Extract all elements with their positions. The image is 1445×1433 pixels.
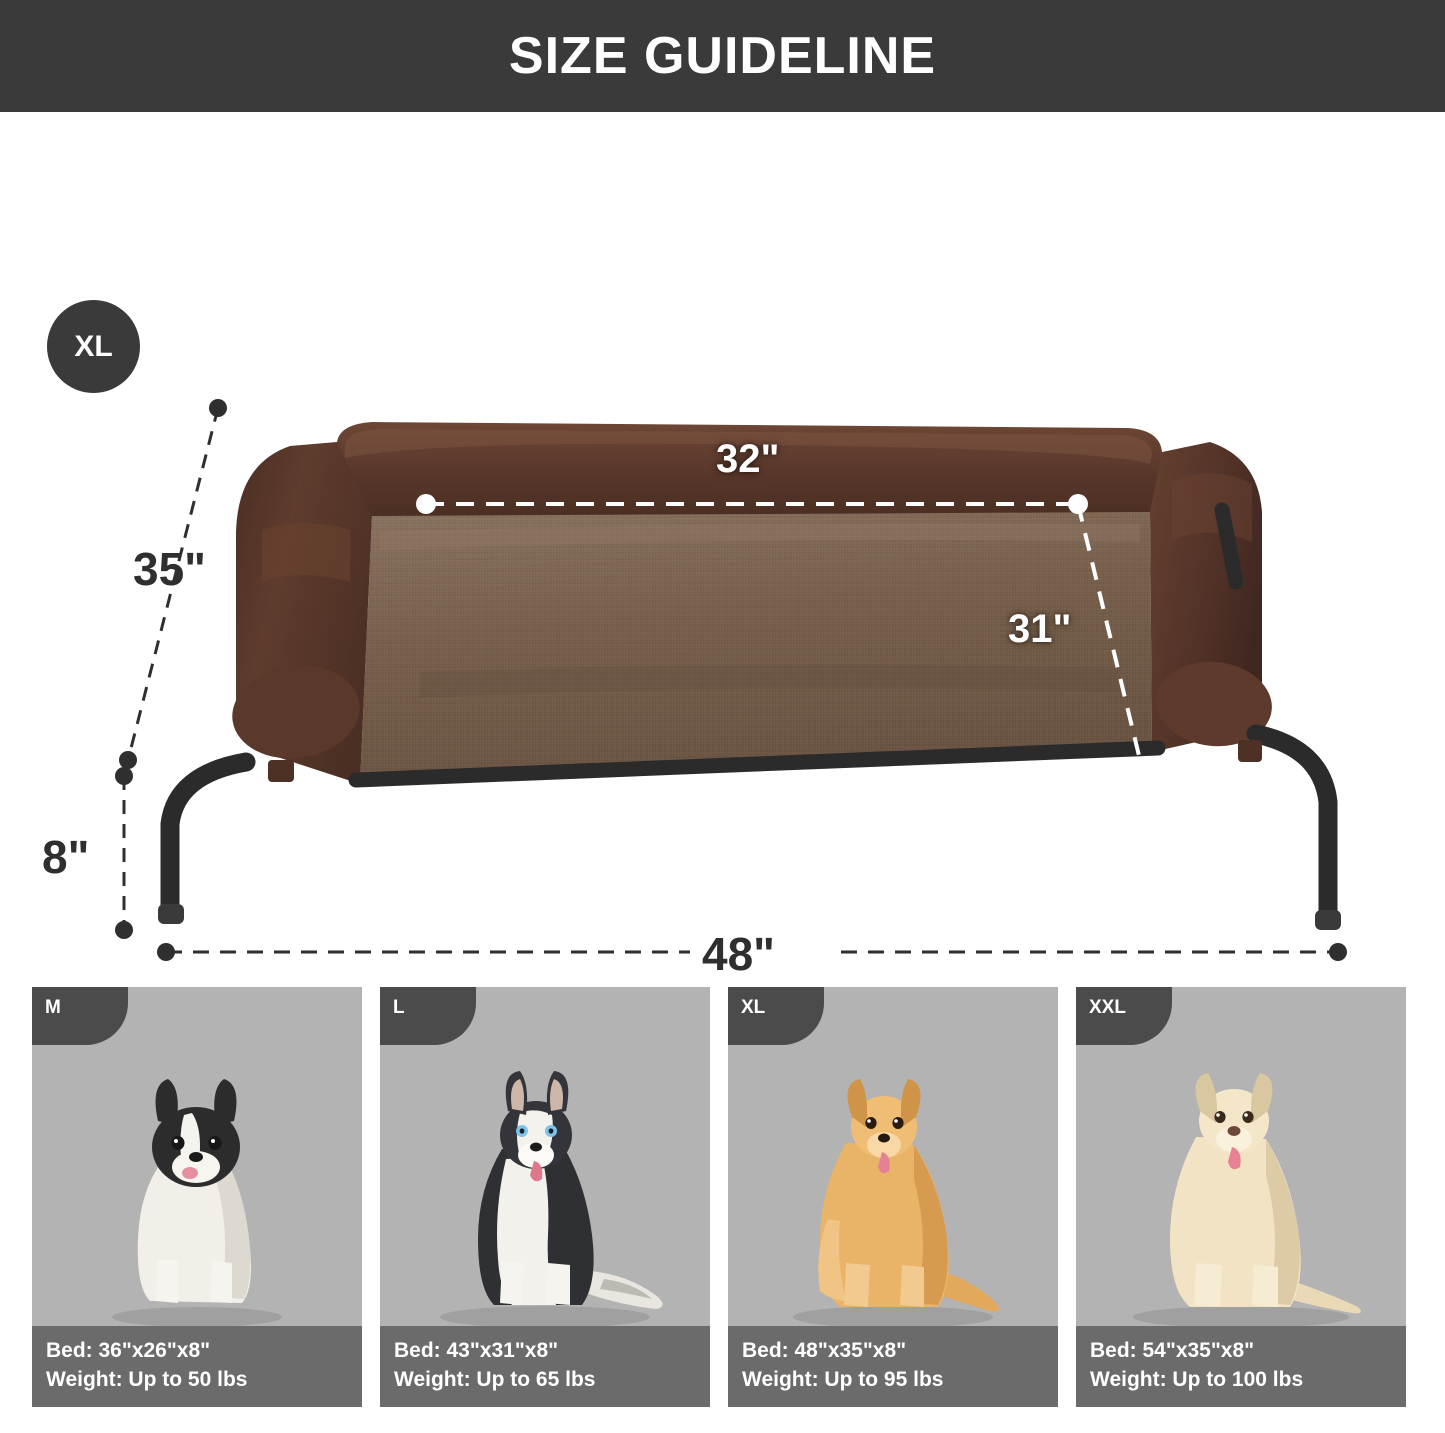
dimension-label-length: 48" xyxy=(702,928,775,980)
dog-image-golden-retriever xyxy=(728,1039,1058,1329)
dog-image-labrador-retriever xyxy=(1076,1039,1406,1329)
header-banner xyxy=(0,0,1445,112)
card-weight-xxl: Weight: Up to 100 lbs xyxy=(1090,1367,1304,1391)
dimension-label-height: 35" xyxy=(133,543,206,595)
card-weight-m: Weight: Up to 50 lbs xyxy=(46,1367,248,1391)
card-caption-m xyxy=(32,1326,362,1407)
footer-spacer xyxy=(0,1407,1445,1433)
dimension-label-depth: 31" xyxy=(1008,607,1072,651)
card-weight-xl: Weight: Up to 95 lbs xyxy=(742,1367,944,1391)
card-weight-l: Weight: Up to 65 lbs xyxy=(394,1367,596,1391)
dimension-label-leg-height: 8" xyxy=(42,831,90,883)
leg-cap-left xyxy=(158,904,184,924)
size-card-l[interactable] xyxy=(380,987,710,1407)
card-bed-size-xxl: Bed: 54"x35"x8" xyxy=(1090,1339,1255,1363)
card-caption-xxl xyxy=(1076,1326,1406,1407)
card-badge-xl: XL xyxy=(728,987,824,1045)
dog-image-siberian-husky xyxy=(380,1039,710,1329)
elevated-dog-bed-illustration xyxy=(0,112,1445,987)
card-caption-xl xyxy=(728,1326,1058,1407)
card-bed-size-l: Bed: 43"x31"x8" xyxy=(394,1339,559,1363)
leg-cap-right xyxy=(1315,910,1341,930)
product-diagram xyxy=(0,112,1445,987)
card-badge-l: L xyxy=(380,987,476,1045)
page-title: SIZE GUIDELINE xyxy=(508,27,937,85)
card-bed-size-m: Bed: 36"x26"x8" xyxy=(46,1339,211,1363)
card-badge-m: M xyxy=(32,987,128,1045)
size-card-m[interactable] xyxy=(32,987,362,1407)
card-badge-xxl: XXL xyxy=(1076,987,1172,1045)
size-comparison-cards xyxy=(32,987,1413,1407)
size-card-xxl[interactable] xyxy=(1076,987,1406,1407)
size-badge-label: XL xyxy=(74,329,113,363)
card-caption-l xyxy=(380,1326,710,1407)
card-bed-size-xl: Bed: 48"x35"x8" xyxy=(742,1339,907,1363)
size-card-xl[interactable] xyxy=(728,987,1058,1407)
dog-image-french-bulldog xyxy=(32,1039,362,1329)
dimension-label-width: 32" xyxy=(716,437,780,481)
